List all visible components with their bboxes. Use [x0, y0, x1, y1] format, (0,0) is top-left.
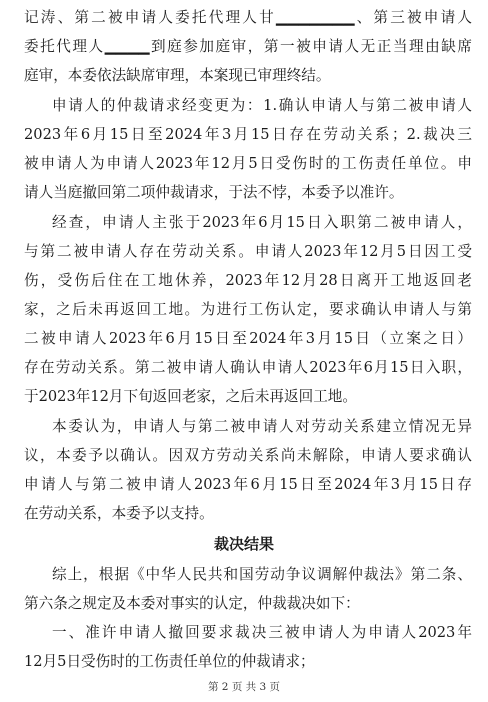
text-line: 庭审，本委依法缺席审理，本案现已审理终结。	[24, 67, 331, 84]
text-line: 申请人的仲裁请求经变更为：1.确认申请人与第二被申请人	[52, 97, 472, 114]
text-line: 请人当庭撤回第二项仲裁请求，于法不悖，本委予以准许。	[24, 184, 404, 201]
text-line: 一、准许申请人撤回要求裁决三被申请人为申请人2023年	[52, 624, 472, 641]
text-line: 与第二被申请人存在劳动关系。申请人2023年12月5日因工受	[24, 243, 472, 260]
text-line: 委托代理人▁▁▁▁到庭参加庭审，第一被申请人无正当理由缺席	[24, 38, 472, 55]
text-line: 本委认为，申请人与第二被申请人对劳动关系建立情况无异	[52, 418, 472, 435]
text-line: 议，本委予以确认。因双方劳动关系尚未解除，申请人要求确认	[24, 447, 472, 464]
text-line: 经查，申请人主张于2023年6月15日入职第二被申请人，	[52, 214, 472, 231]
text-line: 综上，根据《中华人民共和国劳动争议调解仲裁法》第二条、	[52, 566, 472, 583]
text-line: 2023年6月15日至2024年3月15日存在劳动关系；2.裁决三	[24, 126, 472, 143]
text-line: 伤，受伤后住在工地休养，2023年12月28日离开工地返回老	[24, 272, 472, 289]
text-line: 被申请人为申请人2023年12月5日受伤时的工伤责任单位。申	[24, 155, 472, 172]
page-number-footer: 第 2 页 共 3 页	[207, 681, 281, 693]
text-line: 申请人与第二被申请人2023年6月15日至2024年3月15日存	[24, 476, 472, 493]
text-line: 于2023年12月下旬返回老家，之后未再返回工地。	[24, 388, 357, 405]
text-line: 记涛、第二被申请人委托代理人甘▁▁▁▁▁▁▁、第三被申请人	[24, 9, 472, 26]
text-line: 12月5日受伤时的工伤责任单位的仲裁请求；	[24, 653, 315, 670]
text-line: 第六条之规定及本委对事实的认定，仲裁裁决如下：	[24, 595, 360, 612]
section-heading: 裁决结果	[213, 535, 274, 553]
text-line: 在劳动关系，本委予以支持。	[24, 505, 214, 522]
text-line: 存在劳动关系。第二被申请人确认申请人2023年6月15日入职，	[24, 359, 472, 376]
text-line: 家，之后未再返回工地。为进行工伤认定，要求确认申请人与第	[24, 301, 472, 318]
text-line: 二被申请人2023年6月15日至2024年3月15日（立案之日）	[24, 330, 472, 347]
